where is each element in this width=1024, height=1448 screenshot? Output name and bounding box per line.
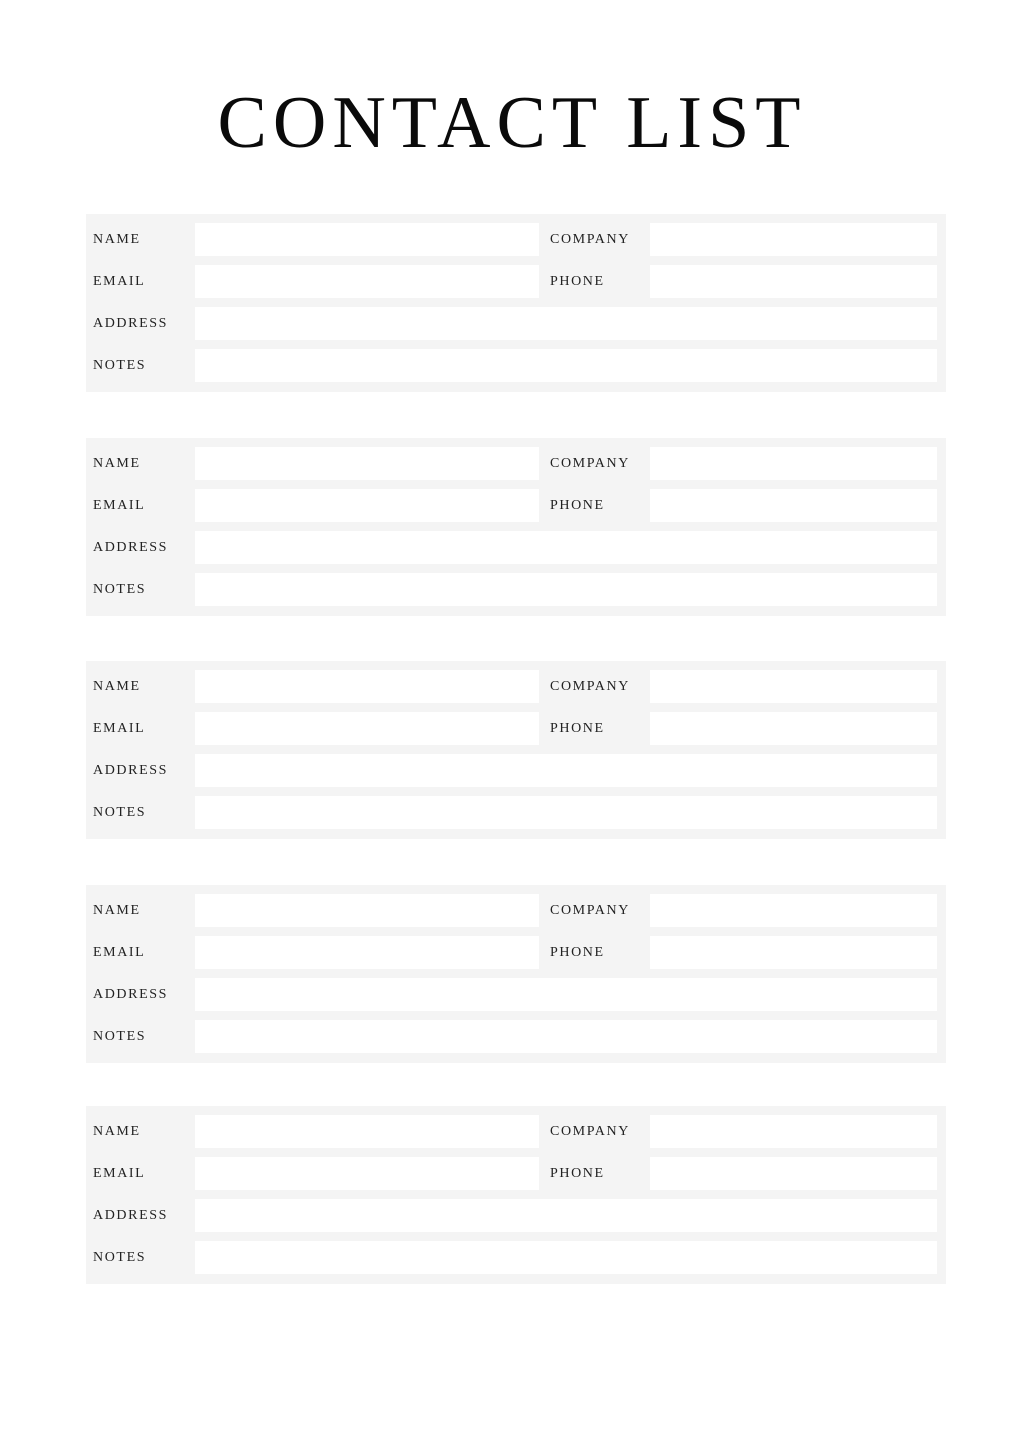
notes-label: NOTES <box>93 1250 147 1265</box>
name-field[interactable] <box>195 1115 539 1148</box>
company-label: COMPANY <box>550 679 630 694</box>
notes-field[interactable] <box>195 349 937 382</box>
address-label: ADDRESS <box>93 1208 168 1223</box>
notes-label: NOTES <box>93 805 147 820</box>
name-label: NAME <box>93 232 141 247</box>
phone-label: PHONE <box>550 498 605 513</box>
phone-field[interactable] <box>650 712 937 745</box>
email-field[interactable] <box>195 712 539 745</box>
email-label: EMAIL <box>93 274 146 289</box>
company-label: COMPANY <box>550 903 630 918</box>
address-label: ADDRESS <box>93 987 168 1002</box>
phone-field[interactable] <box>650 936 937 969</box>
name-label: NAME <box>93 679 141 694</box>
phone-field[interactable] <box>650 489 937 522</box>
name-field[interactable] <box>195 670 539 703</box>
email-field[interactable] <box>195 936 539 969</box>
name-field[interactable] <box>195 894 539 927</box>
contact-card <box>86 1106 946 1284</box>
notes-label: NOTES <box>93 1029 147 1044</box>
page-title: CONTACT LIST <box>217 82 807 164</box>
address-label: ADDRESS <box>93 763 168 778</box>
phone-field[interactable] <box>650 265 937 298</box>
email-label: EMAIL <box>93 945 146 960</box>
address-label: ADDRESS <box>93 316 168 331</box>
name-label: NAME <box>93 456 141 471</box>
address-field[interactable] <box>195 1199 937 1232</box>
name-label: NAME <box>93 1124 141 1139</box>
email-field[interactable] <box>195 489 539 522</box>
contact-card <box>86 885 946 1063</box>
phone-label: PHONE <box>550 1166 605 1181</box>
company-label: COMPANY <box>550 1124 630 1139</box>
address-label: ADDRESS <box>93 540 168 555</box>
address-field[interactable] <box>195 531 937 564</box>
notes-field[interactable] <box>195 796 937 829</box>
email-label: EMAIL <box>93 1166 146 1181</box>
address-field[interactable] <box>195 754 937 787</box>
name-label: NAME <box>93 903 141 918</box>
notes-label: NOTES <box>93 358 147 373</box>
company-label: COMPANY <box>550 456 630 471</box>
company-label: COMPANY <box>550 232 630 247</box>
email-field[interactable] <box>195 1157 539 1190</box>
company-field[interactable] <box>650 670 937 703</box>
name-field[interactable] <box>195 447 539 480</box>
notes-field[interactable] <box>195 1241 937 1274</box>
notes-label: NOTES <box>93 582 147 597</box>
phone-label: PHONE <box>550 945 605 960</box>
address-field[interactable] <box>195 307 937 340</box>
address-field[interactable] <box>195 978 937 1011</box>
phone-field[interactable] <box>650 1157 937 1190</box>
phone-label: PHONE <box>550 274 605 289</box>
contact-card <box>86 214 946 392</box>
email-label: EMAIL <box>93 721 146 736</box>
contact-card <box>86 438 946 616</box>
email-label: EMAIL <box>93 498 146 513</box>
company-field[interactable] <box>650 1115 937 1148</box>
company-field[interactable] <box>650 223 937 256</box>
notes-field[interactable] <box>195 1020 937 1053</box>
contact-card <box>86 661 946 839</box>
phone-label: PHONE <box>550 721 605 736</box>
email-field[interactable] <box>195 265 539 298</box>
company-field[interactable] <box>650 447 937 480</box>
notes-field[interactable] <box>195 573 937 606</box>
name-field[interactable] <box>195 223 539 256</box>
company-field[interactable] <box>650 894 937 927</box>
